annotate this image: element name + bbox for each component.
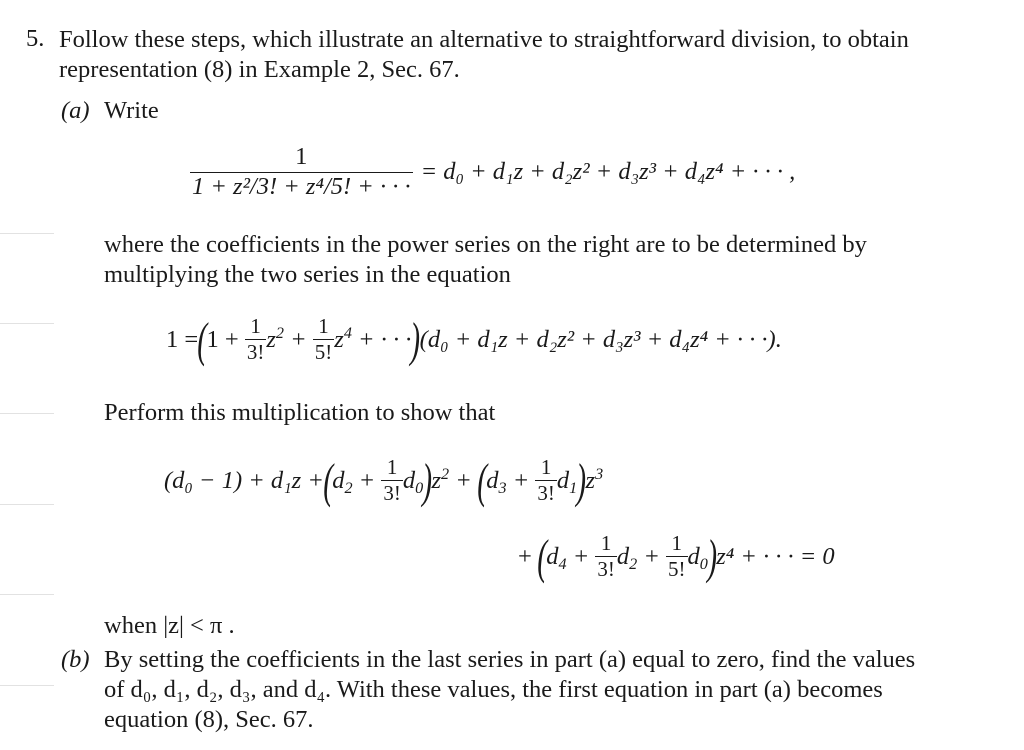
open-paren: ( [537, 529, 548, 585]
frac-num: 1 [245, 315, 267, 340]
part-b-label: (b) [61, 646, 90, 673]
frac-num: 1 [666, 532, 688, 557]
frac-num: 1 [381, 456, 403, 481]
frac-num: 1 [313, 315, 335, 340]
write-text: Write [104, 97, 159, 124]
eq1-denominator: 1 + z²/3! + z⁴/5! + · · · [192, 172, 411, 200]
margin-line [0, 504, 54, 505]
open-paren: ( [477, 453, 487, 509]
text-line: where the coefficients in the power series on the right are to be determined by [104, 231, 867, 258]
eq2-rhs: (d₀ + d₁z + d₂z² + d₃z³ + d₄z⁴ + · · ·). [419, 325, 782, 353]
text-line: multiplying the two series in the equation [104, 261, 511, 288]
condition-text: when |z| < π . [104, 612, 235, 639]
frac-den: 3! [383, 481, 401, 506]
eq2-lhs: 1 = [166, 325, 199, 353]
text-line: By setting the coefficients in the last series in part (a) equal to zero, find the values [104, 646, 916, 673]
text-line: equation (8), Sec. 67. [104, 706, 314, 733]
eq1-rhs: = d₀ + d₁z + d₂z² + d₃z³ + d₄z⁴ + · · · , [420, 158, 796, 186]
equation-3-line-2: + ( $d_4$ + $\frac{1}{3!}$ $d_2$ + $\frac{1}{5!}$ $d_0$ ) z⁴ + · · · = 0 [518, 529, 835, 585]
coefficients-text [104, 230, 867, 290]
problem-intro [59, 25, 909, 85]
frac-den: 3! [537, 481, 555, 506]
frac-den: 3! [597, 557, 615, 582]
eq3-frac [535, 456, 557, 505]
close-paren: ) [576, 453, 587, 509]
margin-line [0, 413, 54, 414]
frac-den: 5! [314, 340, 333, 365]
text-line: of d₀, d₁, d₂, d₃, and d₄. With these values, the first equation in part (a) becomes [104, 676, 883, 703]
eq2-frac-1 [245, 315, 267, 364]
perform-text: Perform this multiplication to show that [104, 399, 496, 426]
eq3-frac [666, 532, 688, 581]
close-paren: ) [410, 312, 421, 368]
frac-num: 1 [595, 532, 617, 557]
eq3-frac [595, 532, 617, 581]
equation-2: 1 = ( 1 + $\frac{1}{3!}$ $z^2$ + $\frac{1}{5!}$ $z^4$ + · · · ) (d₀ + d₁z + d₂z² + d₃z³ + d₄z⁴ + · · ·). [166, 312, 782, 368]
eq3-end: z⁴ + · · · = 0 [716, 542, 835, 570]
intro-line: Follow these steps, which illustrate an alternative to straightforward division, to obtain [59, 26, 909, 53]
part-a-label: (a) [61, 97, 90, 124]
equation-1 [190, 144, 795, 201]
frac-den: 5! [668, 557, 686, 582]
eq3-frac [381, 456, 403, 505]
close-paren: ) [707, 529, 717, 585]
open-paren: ( [323, 453, 333, 509]
eq2-frac-2 [313, 315, 335, 364]
eq3-start: (d₀ − 1) + d₁z + [164, 466, 324, 494]
margin-line [0, 323, 54, 324]
equation-3-line-1: (d₀ − 1) + d₁z + ( $d_2$ + $\frac{1}{3!}$ $d_0$ ) $z^2$ + ( $d_3$ + $\frac{1}{3!}$ $d_1$ ) $z^3$ [164, 453, 604, 509]
open-paren: ( [197, 312, 208, 368]
eq1-numerator: 1 [190, 144, 413, 173]
margin-line [0, 685, 54, 686]
part-b-text [104, 645, 915, 735]
problem-number: 5. [26, 25, 45, 52]
frac-den: 3! [246, 340, 265, 365]
eq1-fraction [190, 144, 413, 201]
margin-line [0, 233, 54, 234]
intro-line: representation (8) in Example 2, Sec. 67. [59, 56, 460, 83]
margin-line [0, 594, 54, 595]
close-paren: ) [422, 453, 433, 509]
frac-num: 1 [535, 456, 557, 481]
